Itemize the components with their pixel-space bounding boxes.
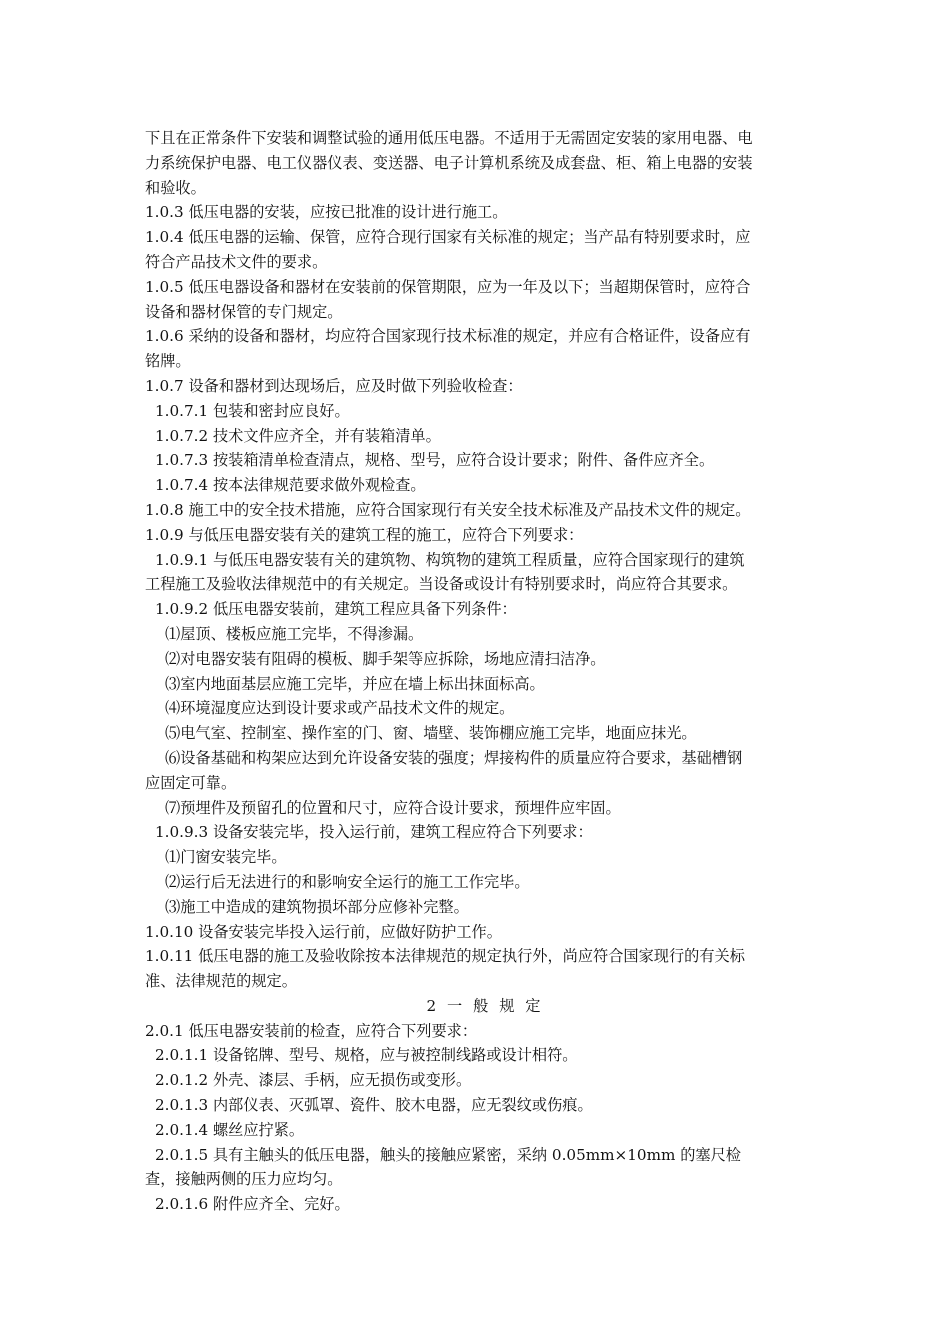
text-line: 准、法律规范的规定。 xyxy=(145,972,297,991)
text-line: 1.0.7.3 按装箱清单检查清点，规格、型号，应符合设计要求；附件、备件应齐全。 xyxy=(155,451,715,470)
section-heading: 2 一 般 规 定 xyxy=(426,996,544,1015)
text-line: 1.0.9.2 低压电器安装前，建筑工程应具备下列条件： xyxy=(155,600,517,619)
text-line: 1.0.5 低压电器设备和器材在安装前的保管期限，应为一年及以下；当超期保管时，应符合 xyxy=(145,277,751,296)
text-line: 1.0.6 采纳的设备和器材，均应符合国家现行技术标准的规定，并应有合格证件，设备应有 xyxy=(145,327,751,346)
text-line: 1.0.4 低压电器的运输、保管，应符合现行国家有关标准的规定；当产品有特别要求时，应 xyxy=(145,228,751,247)
text-line: 2.0.1.4 螺丝应拧紧。 xyxy=(155,1120,305,1139)
text-line: 符合产品技术文件的要求。 xyxy=(145,252,328,271)
document-page xyxy=(145,126,825,1217)
text-line: ⑹设备基础和构架应达到允许设备安装的强度；焊接构件的质量应符合要求，基础槽钢 xyxy=(165,748,743,767)
text-line: 1.0.9.1 与低压电器安装有关的建筑物、构筑物的建筑工程质量，应符合国家现行的建筑 xyxy=(155,550,745,569)
text-line: 1.0.10 设备安装完毕投入运行前，应做好防护工作。 xyxy=(145,922,502,941)
text-line: 1.0.9.3 设备安装完毕，投入运行前，建筑工程应符合下列要求： xyxy=(155,823,593,842)
text-line: 1.0.7.4 按本法律规范要求做外观检查。 xyxy=(155,476,426,495)
text-line: 2.0.1.6 附件应齐全、完好。 xyxy=(155,1195,350,1214)
text-line: 铭牌。 xyxy=(145,352,191,371)
text-line: ⑷环境湿度应达到设计要求或产品技术文件的规定。 xyxy=(165,699,515,718)
text-line: ⑴门窗安装完毕。 xyxy=(165,848,287,867)
text-line: 和验收。 xyxy=(145,178,206,197)
text-line: 2.0.1.3 内部仪表、灭弧罩、瓷件、胶木电器，应无裂纹或伤痕。 xyxy=(155,1096,593,1115)
text-line: ⑺预埋件及预留孔的位置和尺寸，应符合设计要求，预埋件应牢固。 xyxy=(165,798,621,817)
text-line: 2.0.1.5 具有主触头的低压电器，触头的接触应紧密，采纳 0.05mm×10mm 的塞尺检 xyxy=(155,1145,741,1164)
text-line: 应固定可靠。 xyxy=(145,773,237,792)
text-line: 1.0.7.1 包装和密封应良好。 xyxy=(155,401,350,420)
text-line: 1.0.3 低压电器的安装，应按已批准的设计进行施工。 xyxy=(145,203,508,222)
text-line: 1.0.7.2 技术文件应齐全，并有装箱清单。 xyxy=(155,426,441,445)
text-line: ⑶室内地面基层应施工完毕，并应在墙上标出抹面标高。 xyxy=(165,674,545,693)
text-line: 设备和器材保管的专门规定。 xyxy=(145,302,343,321)
text-line: 2.0.1.2 外壳、漆层、手柄，应无损伤或变形。 xyxy=(155,1071,472,1090)
text-line: 1.0.9 与低压电器安装有关的建筑工程的施工，应符合下列要求： xyxy=(145,525,584,544)
text-line: 2.0.1.1 设备铭牌、型号、规格，应与被控制线路或设计相符。 xyxy=(155,1046,578,1065)
text-line: 下且在正常条件下安装和调整试验的通用低压电器。不适用于无需固定安装的家用电器、电 xyxy=(145,129,753,147)
text-line: 力系统保护电器、电工仪器仪表、变送器、电子计算机系统及成套盘、柜、箱上电器的安装 xyxy=(145,153,753,172)
text-line: ⑵对电器安装有阻碍的模板、脚手架等应拆除，场地应清扫洁净。 xyxy=(165,649,606,668)
text-line: ⑶施工中造成的建筑物损坏部分应修补完整。 xyxy=(165,897,469,916)
text-line: 1.0.7 设备和器材到达现场后，应及时做下列验收检查： xyxy=(145,376,523,395)
text-line: ⑴屋顶、楼板应施工完毕，不得渗漏。 xyxy=(165,624,424,643)
text-line: 1.0.8 施工中的安全技术措施，应符合国家现行有关安全技术标准及产品技术文件的规定。 xyxy=(145,500,751,519)
text-line: 查，接触两侧的压力应均匀。 xyxy=(145,1170,343,1189)
text-line: ⑵运行后无法进行的和影响安全运行的施工工作完毕。 xyxy=(165,872,530,891)
text-line: 工程施工及验收法律规范中的有关规定。当设备或设计有特别要求时，尚应符合其要求。 xyxy=(145,575,738,594)
text-line: ⑸电气室、控制室、操作室的门、窗、墙壁、装饰棚应施工完毕，地面应抹光。 xyxy=(165,724,697,743)
text-line: 1.0.11 低压电器的施工及验收除按本法律规范的规定执行外，尚应符合国家现行的有关标 xyxy=(145,947,745,966)
text-line: 2.0.1 低压电器安装前的检查，应符合下列要求： xyxy=(145,1021,478,1040)
